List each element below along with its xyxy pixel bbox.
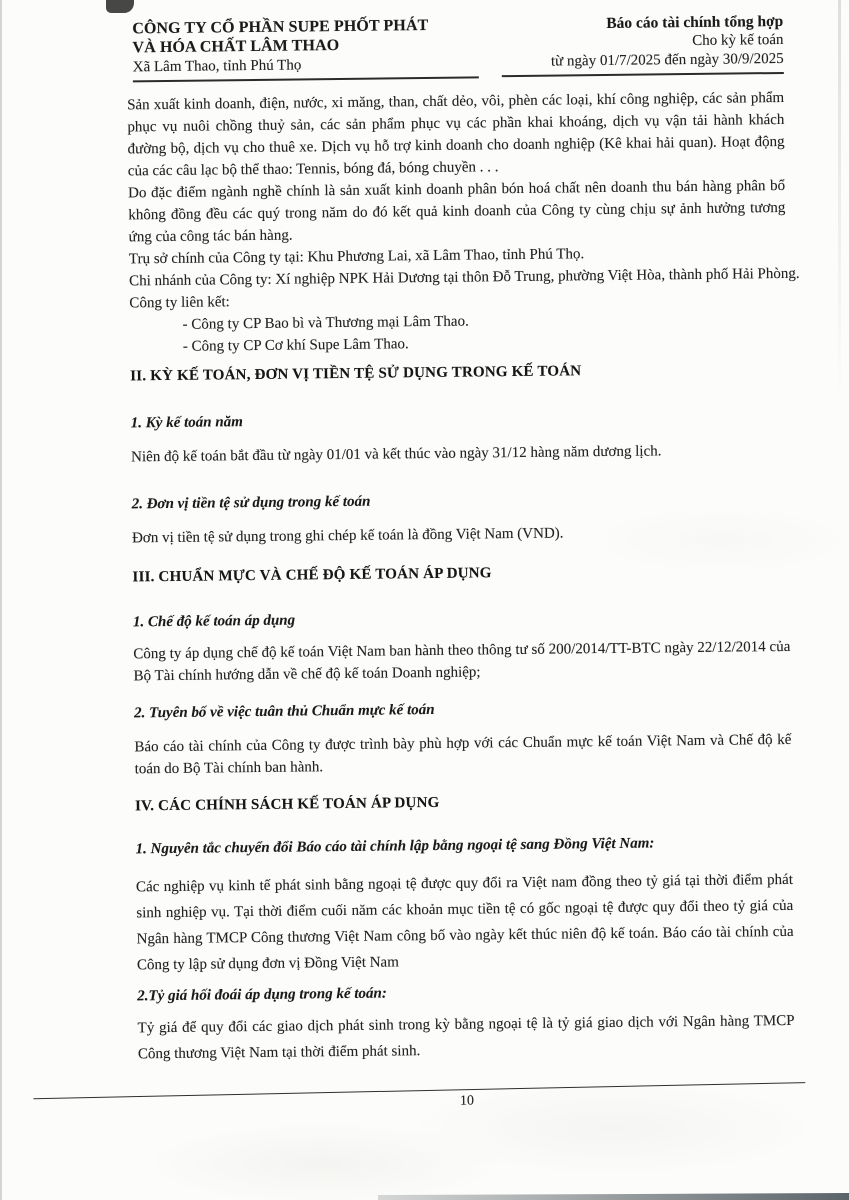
document-header bbox=[126, 12, 784, 82]
section-4-sub-1-text: Các nghiệp vụ kinh tế phát sinh bằng ngoại tệ được quy đổi ra Việt nam đồng theo tỷ giá tại thời điểm phát sinh nghiệp vụ. Tại thời điểm cuối năm các khoản mục tiền tệ có gốc ngoại tệ được quy đổi theo tỷ giá của Ngân hàng TMCP Công thương Việt Nam công bố vào ngày kết thúc niên độ kế toán. Báo cáo tài chính của Công ty lập sử dụng đơn vị Đồng Việt Nam bbox=[135, 871, 794, 974]
document-body bbox=[127, 87, 800, 1067]
affiliates-label: Công ty liên kết: bbox=[129, 294, 230, 312]
affiliate-item-1: - Công ty CP Bao bì và Thương mại Lâm Thao. bbox=[182, 313, 469, 333]
report-period-dates: từ ngày 01/7/2025 đến ngày 30/9/2025 bbox=[550, 50, 784, 70]
section-4-sub-2-title: 2.Tỷ giá hối đoái áp dụng trong kế toán: bbox=[137, 985, 387, 1005]
affiliate-item-2: - Công ty CP Cơ khí Supe Lâm Thao. bbox=[182, 336, 409, 355]
document-footer bbox=[138, 1086, 795, 1115]
section-3-title: III. CHUẨN MỰC VÀ CHẾ ĐỘ KẾ TOÁN ÁP DỤNG bbox=[132, 565, 492, 586]
section-2-sub-1-text: Niên độ kế toán bắt đầu từ ngày 01/01 và kết thúc vào ngày 31/12 hàng năm dương lịch. bbox=[131, 443, 662, 466]
section-2-sub-1-title: 1. Kỳ kế toán năm bbox=[130, 414, 243, 432]
section-3-sub-1-text: Công ty áp dụng chế độ kế toán Việt Nam ban hành theo thông tư số 200/2014/TT-BTC ngày 22/12/2014 của Bộ Tài chính hướng dẫn về chế độ kế toán Doanh nghiệp; bbox=[133, 638, 791, 685]
company-name-line2: VÀ HÓA CHẤT LÂM THAO bbox=[132, 36, 340, 57]
company-address: Xã Lâm Thao, tỉnh Phú Thọ bbox=[132, 57, 302, 76]
company-block bbox=[132, 15, 479, 82]
section-2-title: II. KỲ KẾ TOÁN, ĐƠN VỊ TIỀN TỆ SỬ DỤNG TRONG KẾ TOÁN bbox=[130, 363, 582, 385]
report-period-label: Cho kỳ kế toán bbox=[692, 31, 784, 49]
page-number: 10 bbox=[459, 1093, 475, 1109]
report-info-block bbox=[501, 12, 784, 77]
section-3-sub-2-text: Báo cáo tài chính của Công ty được trình bày phù hợp với các Chuẩn mực kế toán Việt Nam và Chế độ kế toán do Bộ Tài chính ban hành. bbox=[134, 731, 792, 778]
business-activities-paragraph: Sản xuất kinh doanh, điện, nước, xi măng, than, chất dẻo, vôi, phèn các loại, khí công nghiệp, các sản phẩm phục vụ nuôi chồng thuỷ sản, các sản phẩm phục vụ các phần khai khoáng, dịch vụ vận tải hành khách đường bộ, dịch vụ cho thuê xe. Dịch vụ hỗ trợ kinh doanh cho doanh nghiệp (Kê khai hải quan). Hoạt động của các câu lạc bộ thể thao: Tennis, bóng đá, bóng chuyền . . . bbox=[127, 89, 785, 180]
head-office-line: Trụ sở chính của Công ty tại: Khu Phương Lai, xã Lâm Thao, tỉnh Phú Thọ. bbox=[128, 246, 585, 268]
section-2-sub-2-text: Đơn vị tiền tệ sử dụng trong ghi chép kế toán là đồng Việt Nam (VND). bbox=[131, 525, 564, 547]
scan-bottom-edge-artifact bbox=[378, 1193, 849, 1200]
section-3-sub-1-title: 1. Chế độ kế toán áp dụng bbox=[132, 612, 296, 631]
seasonality-paragraph: Do đặc điểm ngành nghề chính là sản xuất kinh doanh phân bón hoá chất nên doanh thu bán hàng phân bổ không đồng đều các quý trong năm do đó kết quả kinh doanh của Công ty cùng chịu sự ảnh hưởng tương ứng của công tác bán hàng. bbox=[128, 177, 786, 246]
report-title: Báo cáo tài chính tổng hợp bbox=[606, 12, 784, 32]
section-3-sub-2-title: 2. Tuyên bố về việc tuân thủ Chuẩn mực kế toán bbox=[133, 701, 435, 722]
section-4-title: IV. CÁC CHÍNH SÁCH KẾ TOÁN ÁP DỤNG bbox=[135, 794, 440, 815]
section-4-sub-2-text: Tỷ giá để quy đổi các giao dịch phát sinh trong kỳ bằng ngoại tệ là tỷ giá giao dịch với Ngân hàng TMCP Công thương Việt Nam tại thời điểm phát sinh. bbox=[137, 1012, 795, 1063]
branch-line: Chi nhánh của Công ty: Xí nghiệp NPK Hải Dương tại thôn Đỗ Trung, phường Việt Hòa, thành phố Hải Phòng. bbox=[129, 265, 800, 290]
company-name-line1: CÔNG TY CỔ PHẦN SUPE PHỐT PHÁT bbox=[132, 16, 429, 38]
section-2-sub-2-title: 2. Đơn vị tiền tệ sử dụng trong kế toán bbox=[131, 493, 371, 513]
section-4-sub-1-title: 1. Nguyên tắc chuyển đổi Báo cáo tài chính lập bằng ngoại tệ sang Đồng Việt Nam: bbox=[135, 835, 655, 858]
